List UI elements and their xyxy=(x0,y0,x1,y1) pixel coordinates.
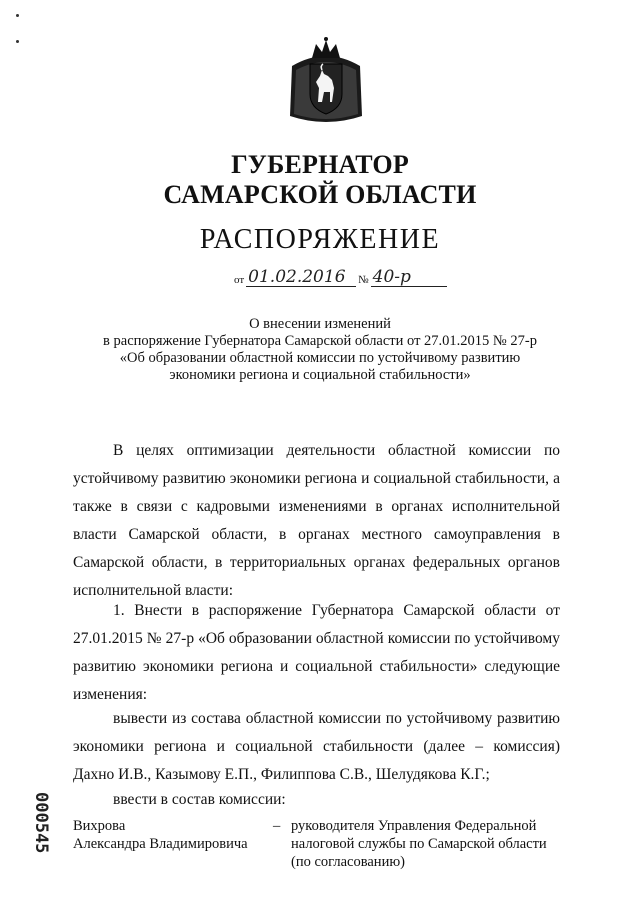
member-given-name: Александра Владимировича xyxy=(73,836,248,852)
document-type-title: РАСПОРЯЖЕНИЕ xyxy=(199,224,441,255)
document-subject xyxy=(60,316,580,384)
date-number-line xyxy=(232,268,447,287)
position-line: руководителя Управления Федеральной xyxy=(291,818,537,834)
body-line: власти Самарской области, в органах местного самоуправления в xyxy=(73,526,560,543)
subject-line: О внесении изменений xyxy=(249,316,391,332)
body-line: изменения: xyxy=(73,686,148,703)
number-prefix: № xyxy=(358,274,369,286)
scan-speck xyxy=(16,40,19,43)
date-prefix: от xyxy=(234,274,245,286)
body-line: Самарской области, в территориальных органах федеральных органов xyxy=(73,554,560,571)
body-line: устойчивому развитию экономики региона и социальной стабильности, а xyxy=(73,470,560,487)
handwritten-date: 01.02.2016 xyxy=(246,268,356,287)
body-line: Дахно И.В., Казымову Е.П., Филиппова С.В., Шелудякова К.Г.; xyxy=(73,766,490,783)
governor-title-line2: САМАРСКОЙ ОБЛАСТИ xyxy=(163,180,477,209)
position-line: налоговой службы по Самарской области xyxy=(291,836,547,852)
remove-members-paragraph xyxy=(73,705,560,789)
position-line: (по согласованию) xyxy=(291,854,405,870)
body-line: 27.01.2015 № 27-р «Об образовании областной комиссии по устойчивому xyxy=(73,630,560,647)
registration-number-stamp xyxy=(28,790,58,860)
handwritten-number: 40-р xyxy=(371,268,447,287)
coat-of-arms-emblem xyxy=(286,36,366,126)
subject-line: экономики региона и социальной стабильности» xyxy=(169,367,471,383)
body-line: вывести из состава областной комиссии по устойчивому развитию xyxy=(113,710,560,727)
body-line: также в связи с кадровыми изменениями в органах исполнительной xyxy=(73,498,560,515)
member-surname: Вихрова xyxy=(73,818,126,834)
member-dash: – xyxy=(273,818,281,834)
body-line: ввести в состав комиссии: xyxy=(113,791,286,808)
stamp-number: 000545 xyxy=(31,792,51,854)
add-members-paragraph xyxy=(73,786,560,814)
subject-line: «Об образовании областной комиссии по устойчивому развитию xyxy=(119,350,521,366)
body-line: экономики региона и социальной стабильности (далее – комиссия) xyxy=(73,738,560,755)
preamble-paragraph xyxy=(73,437,560,605)
clause-1-paragraph xyxy=(73,597,560,709)
subject-line: в распоряжение Губернатора Самарской области от 27.01.2015 № 27-р xyxy=(103,333,537,349)
governor-title-line1: ГУБЕРНАТОР xyxy=(231,150,409,179)
scan-speck xyxy=(16,14,19,17)
member-name xyxy=(73,817,273,853)
body-line: исполнительной власти: xyxy=(73,582,233,599)
body-line: 1. Внести в распоряжение Губернатора Самарской области от xyxy=(113,602,560,619)
body-line: развитию экономики региона и социальной стабильности» следующие xyxy=(73,658,560,675)
body-line: В целях оптимизации деятельности областной комиссии по xyxy=(113,442,560,459)
member-position xyxy=(291,817,561,871)
